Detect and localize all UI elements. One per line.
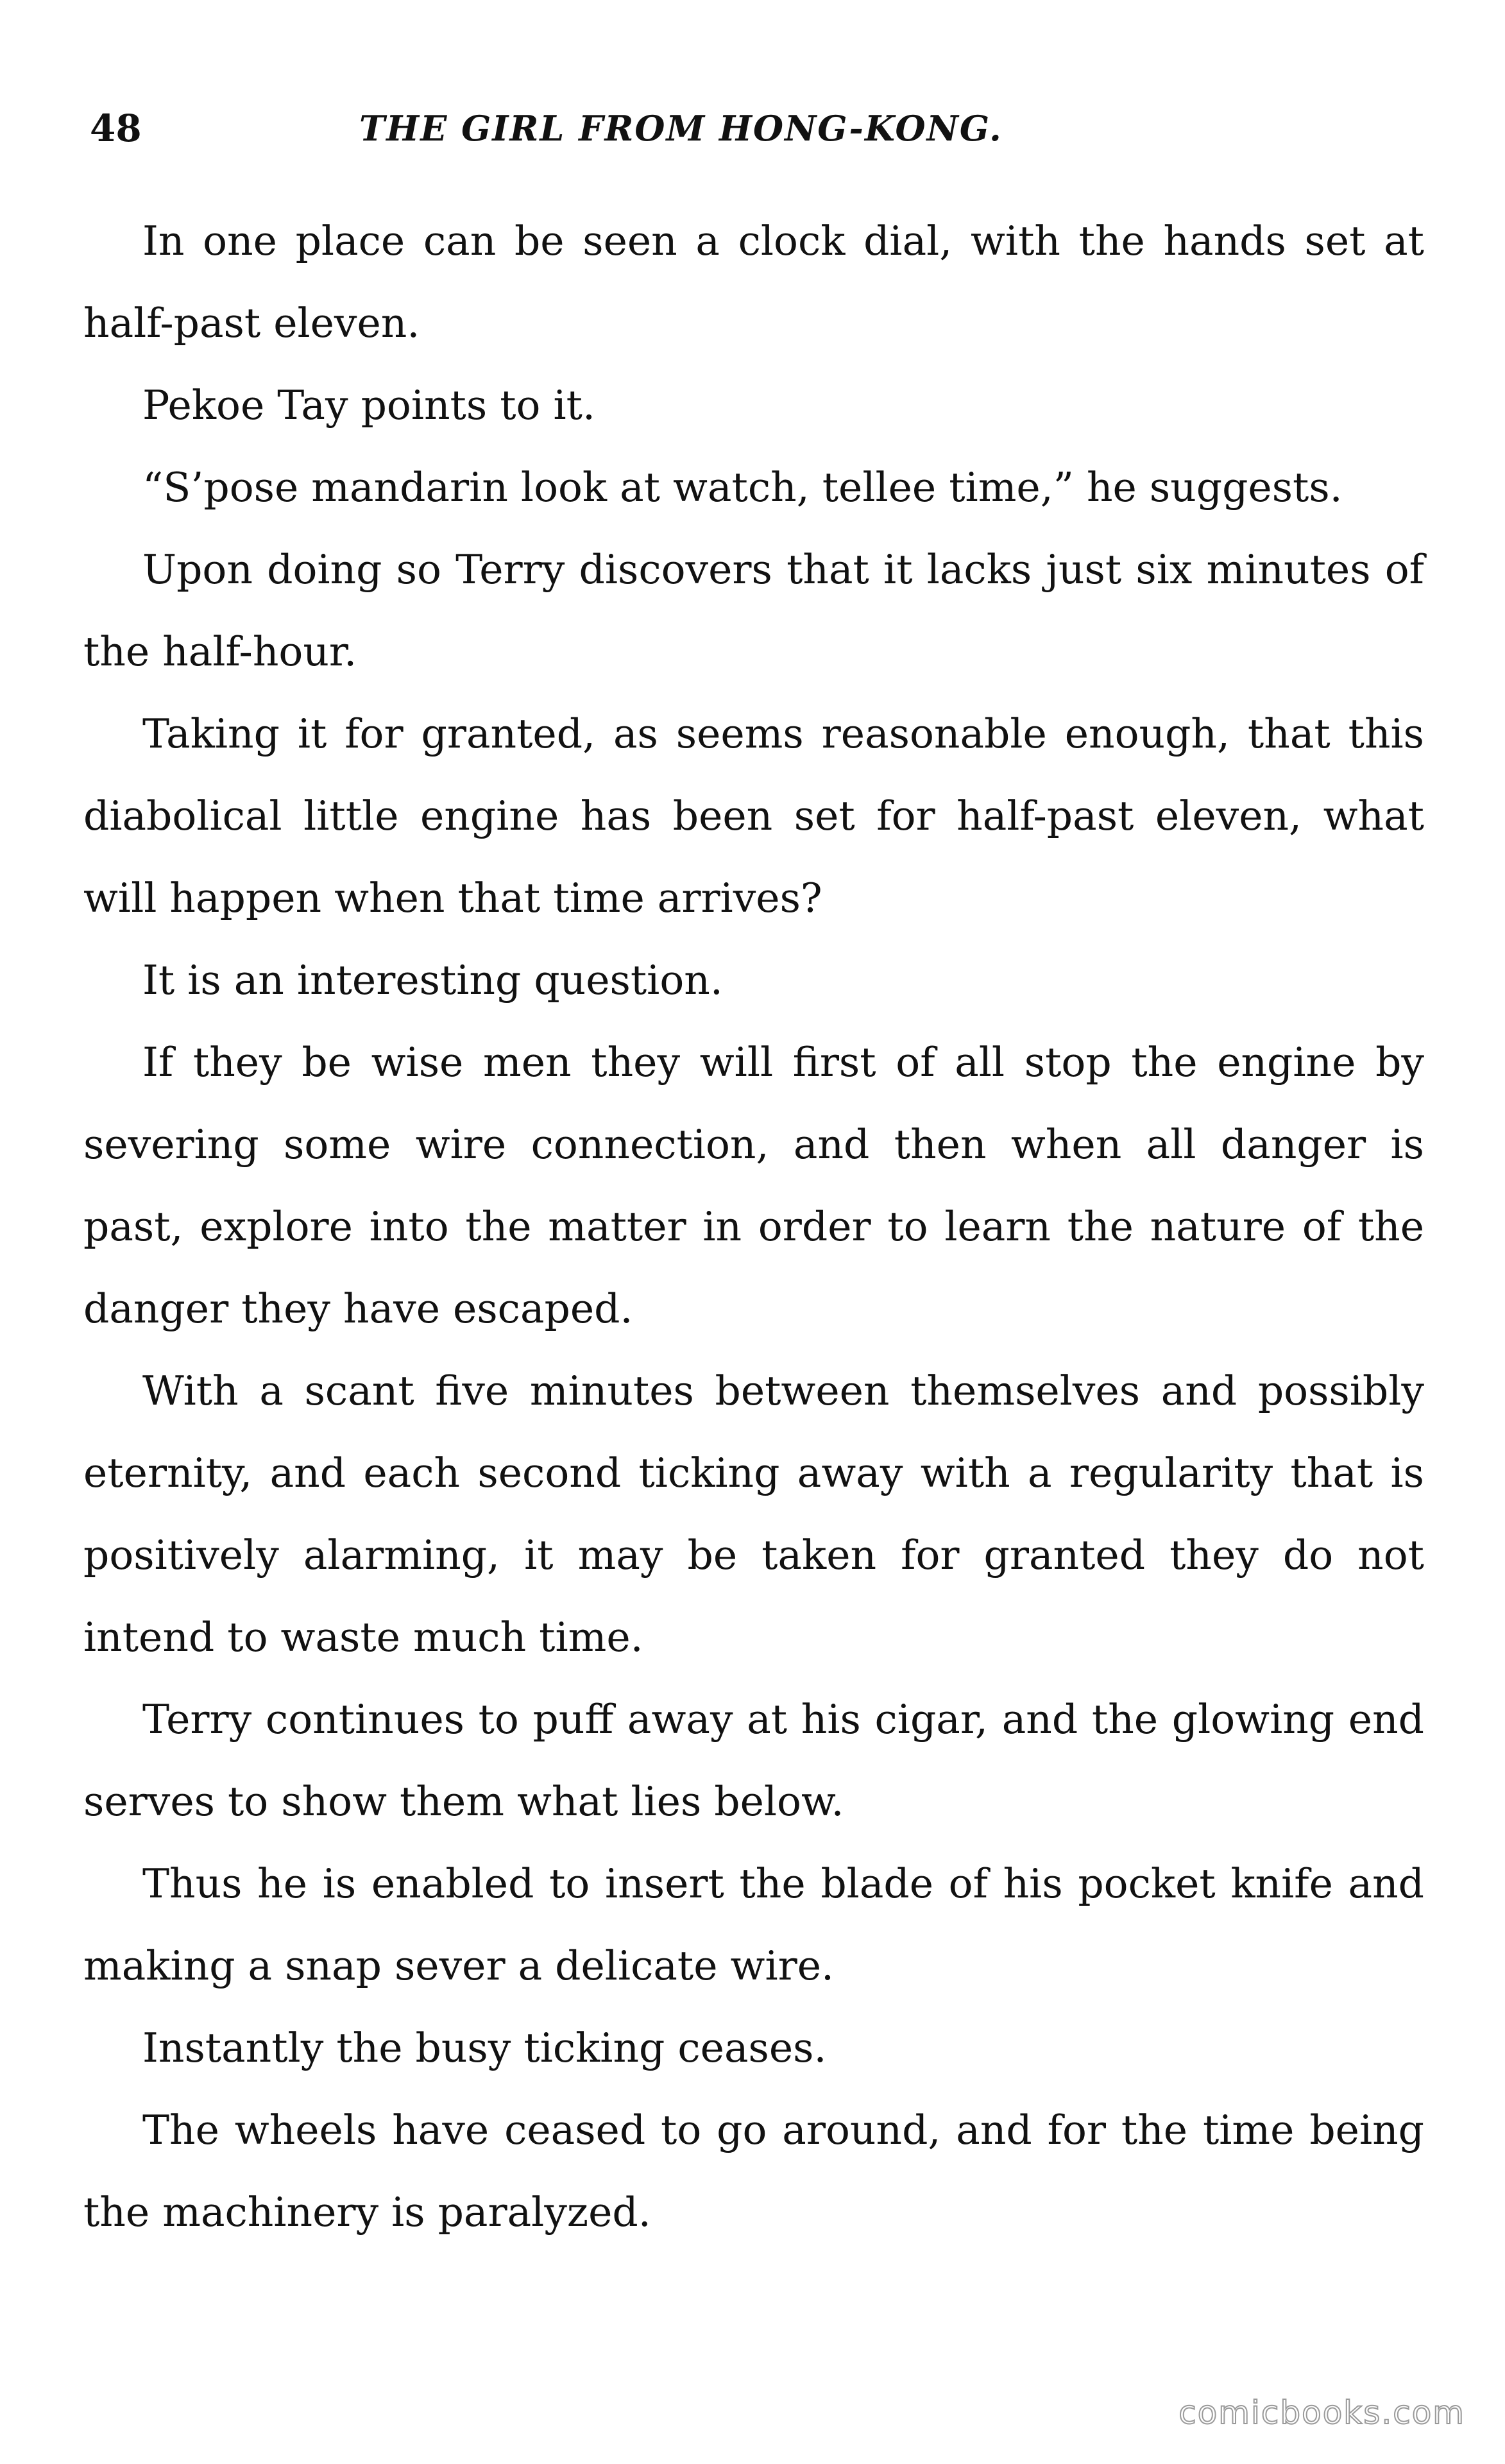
paragraph: The wheels have ceased to go around, and for the time being the machinery is paralyzed. xyxy=(83,2107,1424,2236)
body-text xyxy=(83,200,1424,2254)
paragraph: Taking it for granted, as seems reasonable enough, that this diabolical little engine has been set for half-past eleven, what will happen when that time arrives? xyxy=(83,710,1424,921)
running-head xyxy=(90,96,1245,160)
running-title: THE GIRL FROM HONG-KONG. xyxy=(359,108,1003,149)
paragraph: In one place can be seen a clock dial, with the hands set at half-past eleven. xyxy=(83,218,1424,346)
paragraph: Terry continues to puff away at his cigar, and the glowing end serves to show them what lies below. xyxy=(83,1696,1424,1825)
paragraph: If they be wise men they will first of all stop the engine by severing some wire connection, and then when all danger is past, explore into the matter in order to learn the nature of the danger they have escaped. xyxy=(83,1039,1424,1332)
paragraph: Thus he is enabled to insert the blade of his pocket knife and making a snap sever a delicate wire. xyxy=(83,1860,1424,1989)
watermark: comicbooks.com xyxy=(1178,2394,1465,2431)
paragraph: “S’pose mandarin look at watch, tellee time,” he suggests. xyxy=(142,464,1343,511)
paragraph: It is an interesting question. xyxy=(142,957,723,1004)
paragraph: Upon doing so Terry discovers that it lacks just six minutes of the half-hour. xyxy=(83,546,1424,675)
paragraph: With a scant five minutes between themselves and possibly eternity, and each second ticking away with a regularity that is positively alarming, it may be taken for granted they do not intend to waste much time. xyxy=(83,1367,1424,1661)
paragraph: Instantly the busy ticking ceases. xyxy=(142,2024,827,2071)
paragraph: Pekoe Tay points to it. xyxy=(142,382,595,429)
page-number: 48 xyxy=(90,107,142,150)
